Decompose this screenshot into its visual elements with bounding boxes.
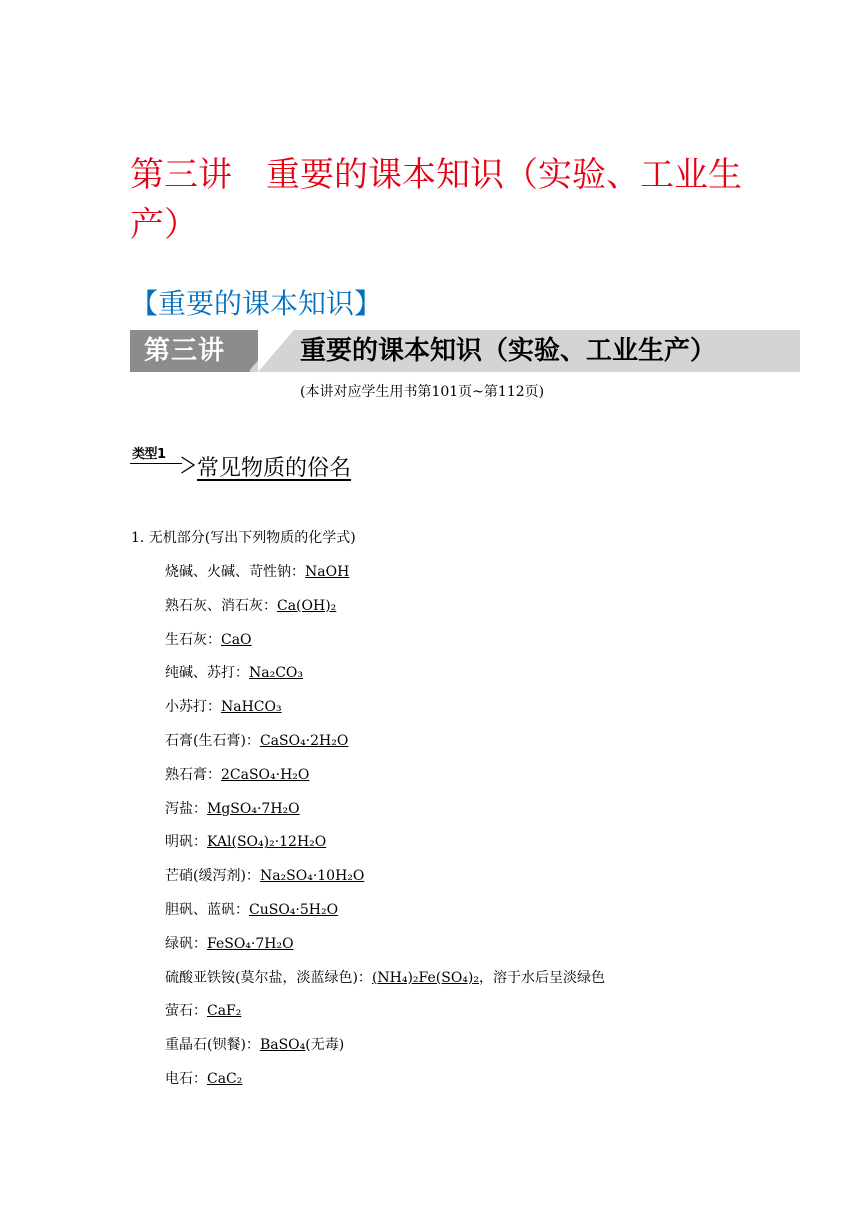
- item-label: 熟石膏：: [165, 766, 221, 783]
- page-title: [130, 150, 750, 250]
- type-badge: 类型1: [132, 447, 166, 462]
- item-formula: FeSO₄·7H₂O: [207, 935, 294, 952]
- type-title: 常见物质的俗名: [197, 456, 352, 481]
- item-label: 硫酸亚铁铵(莫尔盐，淡蓝绿色)：: [165, 969, 372, 986]
- list-item: [165, 934, 605, 968]
- item-label: 萤石：: [165, 1003, 207, 1020]
- item-formula: KAl(SO₄)₂·12H₂O: [207, 834, 327, 851]
- section-intro: 1. 无机部分(写出下列物质的化学式): [131, 530, 356, 546]
- item-label: 明矾：: [165, 834, 207, 851]
- item-label: 电石：: [165, 1070, 207, 1087]
- item-formula: CaF₂: [207, 1003, 242, 1020]
- item-formula: CaC₂: [207, 1070, 243, 1087]
- list-item: [165, 765, 605, 799]
- item-label: 纯碱、苏打：: [165, 665, 249, 682]
- item-label: 胆矾、蓝矾：: [165, 901, 249, 918]
- item-suffix: ，溶于水后呈淡绿色: [479, 969, 605, 986]
- item-label: 泻盐：: [165, 800, 207, 817]
- chevron-right-icon: [180, 455, 196, 475]
- list-item: [165, 697, 605, 731]
- list-item: [165, 832, 605, 866]
- banner-topic-label: 重要的课本知识（实验、工业生产）: [300, 336, 717, 366]
- item-label: 绿矾：: [165, 935, 207, 952]
- section-heading: 【重要的课本知识】: [130, 287, 383, 320]
- list-item: [165, 1035, 605, 1069]
- type-badge-underline: [130, 463, 182, 464]
- list-item: [165, 731, 605, 765]
- item-formula: CaSO₄·2H₂O: [259, 732, 349, 749]
- item-formula: NaHCO₃: [221, 699, 282, 716]
- item-formula: 2CaSO₄·H₂O: [221, 766, 310, 783]
- item-formula: MgSO₄·7H₂O: [207, 800, 300, 817]
- page-title-topic: 重要的课本知识（实验、工业生产）: [130, 155, 742, 245]
- list-item: [165, 663, 605, 697]
- item-label: 熟石灰、消石灰：: [165, 597, 277, 614]
- item-formula: BaSO₄: [259, 1037, 306, 1054]
- lecture-banner: [130, 330, 800, 372]
- item-suffix: (无毒): [305, 1037, 345, 1054]
- item-label: 石膏(生石膏)：: [165, 732, 260, 749]
- item-label: 芒硝(缓泻剂)：: [165, 868, 260, 885]
- banner-slash-gap: [258, 330, 294, 372]
- list-item: [165, 799, 605, 833]
- list-item: [165, 900, 605, 934]
- item-formula: (NH₄)₂Fe(SO₄)₂: [371, 969, 479, 986]
- item-formula: Na₂SO₄·10H₂O: [259, 868, 365, 885]
- page-reference: (本讲对应学生用书第101页~第112页): [300, 384, 545, 400]
- item-label: 生石灰：: [165, 631, 221, 648]
- list-item: [165, 630, 605, 664]
- item-label: 烧碱、火碱、苛性钠：: [165, 564, 305, 580]
- item-formula: NaOH: [305, 564, 350, 580]
- item-label: 小苏打：: [165, 699, 221, 716]
- list-item: [165, 562, 605, 596]
- page-title-lecture: 第三讲: [130, 155, 232, 195]
- list-item: [165, 1001, 605, 1035]
- item-formula: CuSO₄·5H₂O: [249, 901, 339, 918]
- item-formula: CaO: [221, 631, 252, 648]
- list-item: [165, 596, 605, 630]
- item-formula: Na₂CO₃: [249, 665, 304, 682]
- list-item: [165, 968, 605, 1002]
- banner-lecture-label: 第三讲: [130, 330, 250, 372]
- item-label: 重晶石(钡餐)：: [165, 1037, 260, 1054]
- item-formula: Ca(OH)₂: [277, 597, 337, 614]
- list-item: [165, 866, 605, 900]
- substance-list: [165, 562, 605, 1103]
- list-item: [165, 1069, 605, 1103]
